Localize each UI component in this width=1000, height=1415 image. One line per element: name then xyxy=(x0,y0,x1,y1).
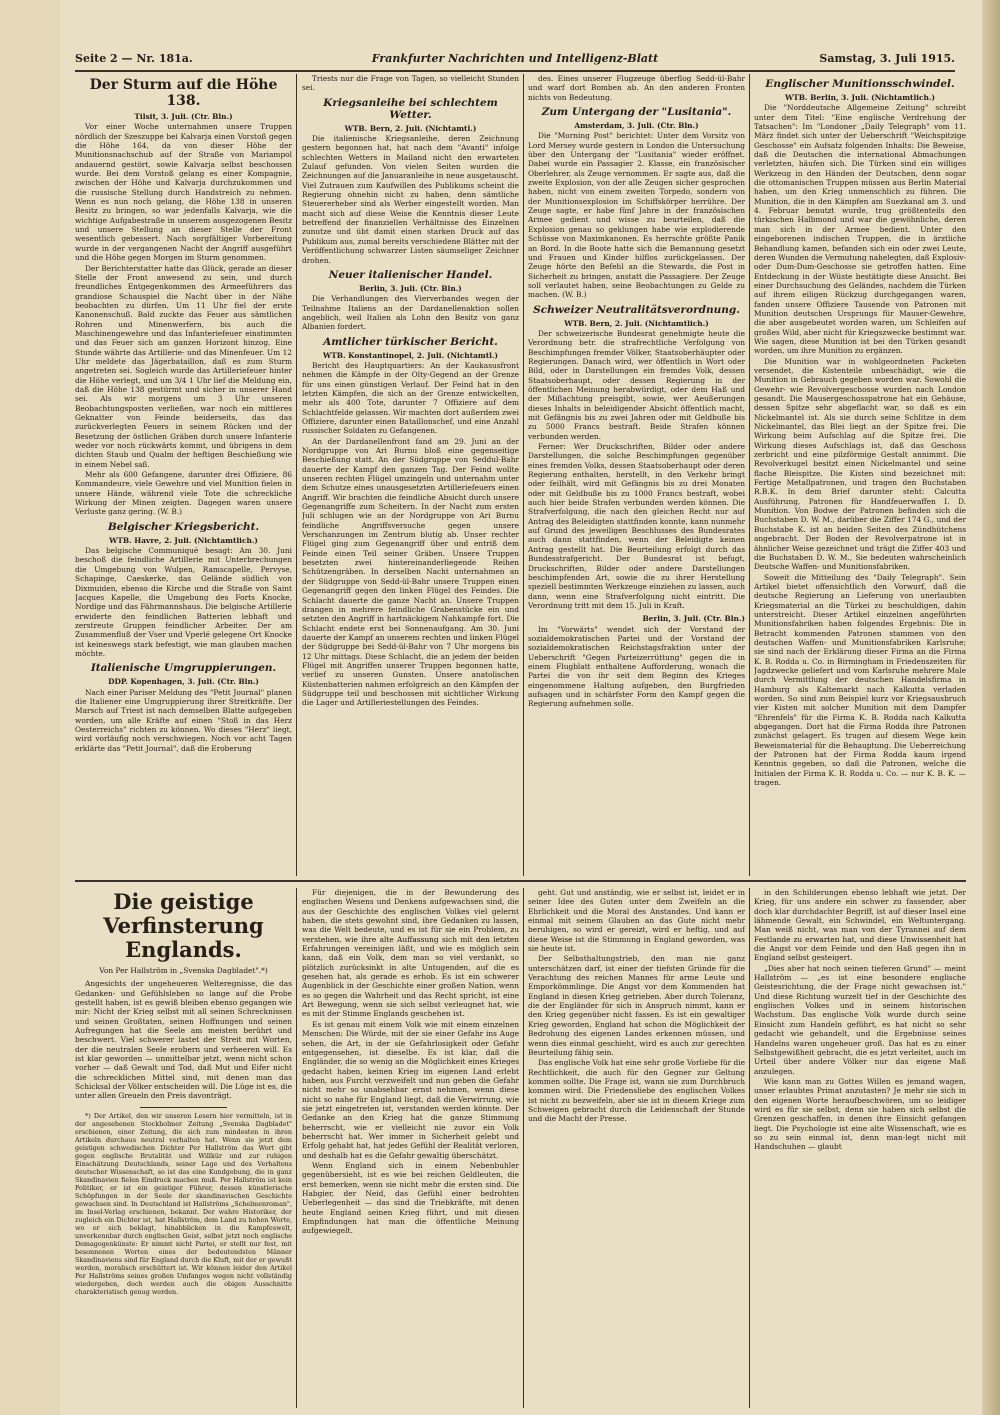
column-3 xyxy=(528,74,745,876)
dateline: WTB. Havre, 2. Juli. (Nichtamtlich.) xyxy=(109,535,258,545)
footnote: *) Der Artikel, den wir unseren Lesern hier vermitteln, ist in der angesehenen Stockholmer Zeitung „Svenska Dagbladet" erschienen, einer Zeitung, die sich zum mindesten in ihren Artikeln durchaus neutral verhalten hat. Wenn sie jetzt dem geistigen schwedischen Dichter Per Hallström das Wort gibt gegen englische Brutalität und Willkür und zur ruhigen Einschätzung Deutschlands, seiner Lage und des Verhaltens deutscher Wissenschaft, so ist das eine Kundgebung, die in ganz Skandinavien fielen Eindruck machen muß. Per Hallström ist kein Politiker, er ist ein geistiger Führer, dessen künstlerische Schöpfungen in der Seele der skandinavischen Geschichte gewachsen sind. In Deutschland ist Hallströms „Schelmenroman", im Insel-Verlag erschienen, bekannt. Der wahre Historiker, der zugleich ein Dichter ist, hat Hallström, dem Land zu hohen Worte, wo er sich beklagt, hinabblicken in die Kampfeswelt, unverkennbar durch englischen Geist, selbst jetzt noch englische Demagogenkünste: Er nimmt nicht Partei, er stellt nur fest, mit besonnenen Worten eines der bedeutendsten Männer Skandinaviens sind für England durch die Kluft, mit der er gewußt werden, moralisch erschüttert ist. Wir können leider den Artikel Per Hallströms seines großen Umfanges wegen nicht vollständig wiedergeben, doch werden auch die obigen Ausschnitte charakteristisch genug werden. xyxy=(75,1111,292,1296)
paragraph: des. Eines unserer Flugzeuge überflog Sedd-ül-Bahr und warf dort Bomben ab. An den anderen Fronten nichts von Bedeutung. xyxy=(528,74,745,102)
paragraph: in den Schilderungen ebenso lebhaft wie jetzt. Der Krieg, für uns andere ein schwer zu fassender, aber doch klar durchdachter Begriff, ist auf dieser Insel eine lähmende Gewalt, ein Schwindel, ein Weltuntergang. Man weiß nicht, was man von der Tyrannei auf dem Festlande zu erwarten hat, und diese Unwissenheit hat die Angst vor dem Feinde und den Haß gegen ihn in England selbst gesteigert. xyxy=(754,888,966,963)
paragraph: geht. Gut und anständig, wie er selbst ist, leidet er in seiner Idee des Guten unter dem Zweifeln an die Ehrlichkeit und die Moral des Anstandes. Und kann er einmal mit seinem Glauben an das Gute nicht mehr beruhigen, so wird er gereizt, wird er heftig, und auf diese Weise ist die Stimmung in England geworden, was sie heute ist. xyxy=(528,888,745,954)
paragraph: Wenn England sich in einem Nebenbuhler gegenübersieht, ist es wie bei reichen Geldleuten, die erst bemerken, wenn sie nicht mehr die ersten sind. Die Habgier, der Neid, das Gefühl einer bedrohten Ueberlegenheit — das sind die Triebkräfte, mit denen heute England seinen Krieg führt, und mit diesen Empfindungen hat man die öffentliche Meinung aufgewiegelt. xyxy=(302,1160,519,1236)
article-title-lusitania: Zum Untergang der "Lusitania". xyxy=(541,106,732,119)
paragraph: Der Berichterstatter hatte das Glück, gerade an dieser Stelle der Front anwesend zu sein, und durch freundliches Entgegenkommen des Armeeführers das grandiose Schauspiel die Nacht über in der Nähe beobachten zu dürfen. Um 11 Uhr fiel der erste Kanonenschuß. Bald zuckte das Feuer aus sämtlichen Rohren und Minenwerfern, bis auch die Maschinengewehre und das Infanteriefeuer einstimmten und das Feuer sich am ganzen Horizont hinzog. Eine Stunde währte das Artillerie- und das Minenfeuer. Um 12 Uhr meldete das Jägerbataillon, daß es zum Sturm angetreten sei. Sogleich wurde das Artilleriefeuer hinter die Höhe verlegt, und um 3/4 1 Uhr lief die Meldung ein, daß die Höhe 138 gestürmt und sicher in unserer Hand sei. Als wir morgens um 3 Uhr unseren Beobachtungsposten verließen, war noch ein mittleres Geknatter von Feinde beiderseits, das das zurückverlegten Feuers in seinem Rücken und der Besetzung der östlichen Gräben durch unsere Infanterie weder vor noch rückwärts kommt, und übrigens in dem dichten Staub und Qualm der heftigen Beschießung wie in einem Nebel saß. xyxy=(75,263,292,469)
paragraph: Der Selbsthaltungstrieb, den man nie ganz unterschätzen darf, ist einer der tiefsten Gründe für die Verachtung des reichen Mannes für arme Leute und Emporkömmlinge. Die Angst vor dem Kommenden hat England in diesen Krieg getrieben. Aber durch Toleranz, die der Engländer für sich in Anspruch nimmt, kann er den Krieg gegenüber nicht fassen. Es ist ein gewaltiger Krieg geworden, England hat schon die Möglichkeit der Bedrohung des eigenen Landes erkennen müssen, und wenn dies einmal geschieht, wird es auch zur gerechten Beurteilung fähig sein. xyxy=(528,954,745,1057)
dateline: Berlin, 3. Juli. (Ctr. Bln.) xyxy=(642,614,745,624)
paragraph: Die italienische Kriegsanleihe, deren Zeichnung gestern begonnen hat, hat nach dem "Avanti" infolge schlechten Wetters in Mailand nicht den erwarteten Zulauf gefunden. Von vielen Seiten wurden die Zeichnungen auf die Januaranleihe in neue ausgetauscht. Viel Zutrauen zum Kaufwillen des Publikums scheint die Regierung ohnehin nicht zu haben, denn sämtliche Steuererheber sind als Werber eingestellt worden. Man macht sich auf diese Weise die Kenntnis dieser Leute betreffend der finanziellen Verhältnisse des Einzelnen zunutze und übt damit einen starken Druck auf das Publikum aus, zumal bereits verschiedene Blätter mit der Veröffentlichung schwarzer Listen säumseliger Zeichner drohen. xyxy=(302,134,519,265)
section-divider xyxy=(75,880,966,882)
column-rule xyxy=(749,74,750,876)
paragraph: Das englische Volk hat eine sehr große Vorliebe für die Rechtlichkeit, die auch für den Gegner zur Geltung kommen sollte. Die Frage ist, wann sie zum Durchbruch kommen wird. Die Friedensliebe des englischen Volkes ist nicht zu bezweifeln, aber sie ist in diesem Kriege zum Schweigen gebracht durch die Leidenschaft der Stunde und die Macht der Presse. xyxy=(528,1058,745,1124)
paragraph: Mehr als 600 Gefangene, darunter drei Offiziere, 86 Kommandeure, viele Gewehre und viel Munition fielen in unsere Hände, während viele Tote die schreckliche Wirkung der Minen zeigten. Dagegen waren unsere Verluste ganz gering. (W. B.) xyxy=(75,470,292,517)
article-title-neutralitaetsverordnung: Schweizer Neutralitätsverordnung. xyxy=(533,303,740,316)
dateline: WTB. Bern, 2. Juli. (Nichtamtlich.) xyxy=(564,318,709,328)
paragraph: Wie kann man zu Gottes Willen es jemand wagen, unser erlaubtes Primat anzutasten? Je mehr sie sich in den eigenen Worte heraufbeschwören, um so leidiger wird es für sie selbst, denn sie haben sich selbst die Grenzen geschaffen, in denen ihre Einsicht gefangen liegt. Die Psychologie ist eine alte Wissenschaft, wie es so zu sein einmal ist, denn man-legt nicht mit Handschuhen — glaubt xyxy=(754,1076,966,1152)
dateline: WTB. Konstantinopel, 2. Juli. (Nichtamtl.) xyxy=(322,350,498,360)
paragraph: Die Munition war in wohlgeordneten Packeten versendet, die Kistenteile unbeschädigt, wie die Munition in Gebrauch gegeben worden war. Sowohl die Gewehr- wie Revolvergeschosse wurden nach London gesandt. Die Mausergeschosspatrone hat ein Gehäuse, dessen Spitze sehr abgeflacht war, so daß es ein Nickelmantel ist. Als sie durch seine Schlitze in dem Nickelmantel, das Blei liegt an der Spitze frei. Die Wirkung beim Aufschlag auf die Spitze frei. Die Wirkung dieses Aufschlags ist, daß das Geschoss zerbricht und eine pilzförmige Gestalt annimmt. Die Revolverkugel besitzt einen Nickelmantel und seine flache Bleispitze. Die Kisten sind bezeichnet mit: Fertige Metallpatronen, und tragen den Buchstaben R.B.K. In dem Brief darunter steht: Calcutta Ausführung, Patronen für Handfeuerwaffen I. D. Munition. Von Bodwe der Patronen befinden sich die Buchstaben D. W. M., darüber die Ziffer 174 G., und der Buchstabe K. ist an beiden Seiten des Zündhütchens angebracht. Der Boden der Revolverpatrone ist in ähnlicher Weise gezeichnet und trägt die Ziffer 403 und die Buchstaben D. W. M., Sie bedeuten wahrscheinlich Deutsche Waffen- und Munitionsfabriken. xyxy=(754,356,966,572)
column-4 xyxy=(754,74,966,876)
paragraph: Die "Norddeutsche Allgemeine Zeitung" schreibt unter dem Titel: "Eine englische Verdrehung der Tatsachen": Im "Londoner „Daily Telegraph" vom 11. März findet sich unter der Ueberschrift "Weichspitzige Geschosse" ein Aufsatz folgenden Inhalts: Die Beweise, daß die Deutschen die international Abmachungen verletzten, häufen sich. Die Türken sind ein williges Werkzeug in den Händen der Deutschen, denn sogar die ottomanischen Truppen müssen aus Berlin Material haben, um den Krieg unmenschlich zu führen. Die Munition, die in den Kämpfen am Suezkanal am 3. und 4. Februar benutzt wurde, trug größtenteils den türkischen Halbmond und war die gewöhnliche, deren man sich in der Armee bedient. Unter den eingeborenen indischen Truppen, die in ärztliche Behandlung kamen, befanden sich ein oder zwei Leute, deren Wunden die Vermutung nahelegten, daß Explosiv- oder Dum-Dum-Geschosse sie getroffen hatten. Eine Entdeckung in der Wüste bestätigte diese Ansicht. Bei einer Durchsuchung des Geländes, nachdem die Türken auf ihrem eiligen Rückzug durchgegangen waren, fanden unsere Offiziere Tausende von Patronen mit Munition deutschen Ursprungs für Mauser-Gewehre, die aber ausgebeutet worden waren, um Schleifen auf großes Wild, aber nicht für Kriegszwecke bestimmt war. Wie sagen, diese Munition ist bei den Türken gesandt worden, um ihre Munition zu ergänzen. xyxy=(754,103,966,356)
paragraph: Das belgische Communiqué besagt: Am 30. Juni beschoß die feindliche Artillerie mit Unterbrechungen die Umgebung von Wulpen, Ramscapelle, Pervyse, Schapinge, Caeskerke, das Gelände südlich von Dixmuiden, ebenso die Kirche und die Straße von Saint Jacques Kapelle, die Umgebung des Forts Knocke, Nordige und das Fährmannshaus. Die belgische Artillerie erwiderte den feindlichen Batterien lebhaft und zerstreute Gruppen feindlicher Arbeiter. Der am Zusammenfluß der Vser und Vperlé gelegene Ort Knocke ist keineswegs stark befestigt, wie man glauben machen möchte. xyxy=(75,546,292,658)
article-title-sturm: Der Sturm auf die Höhe 138. xyxy=(89,77,278,109)
column-rule xyxy=(296,74,297,876)
article-title-munitionsschwindel: Englischer Munitionsschwindel. xyxy=(765,78,955,90)
article-title-umgruppierungen: Italienische Umgruppierungen. xyxy=(90,662,277,675)
issue-date: Samstag, 3. Juli 1915. xyxy=(819,52,955,65)
article-title-kriegsanleihe: Kriegsanleihe bei schlechtem Wetter. xyxy=(323,96,498,121)
column-1 xyxy=(75,74,292,876)
paragraph: Bericht des Hauptquartiers: An der Kaukasusfront nehmen die Kämpfe in der Olty-Gegend an der Grenze für uns einen günstigen Verlauf. Der Feind hat in den letzten Kämpfen, die sich an der Grenze entwickelten, mehr als 400 Tote, darunter 7 Offiziere auf dem Schlachtfelde gelassen. Wir machten dort außerdem zwei Offiziere, darunter einen Bataillonschef, und eine Anzahl russischer Soldaten zu Gefangenen. xyxy=(302,360,519,436)
article-title-italienischer-handel: Neuer italienischer Handel. xyxy=(328,268,493,281)
feuilleton-column-2 xyxy=(302,888,519,1408)
dateline: Berlin, 3. Juli. (Ctr. Bln.) xyxy=(359,283,462,293)
paragraph: Für diejenigen, die in der Bewunderung des englischen Wesens und Denkens aufgewachsen sind, die aus der Geschichte des englischen Volkes viel gelernt haben, die stets gewohnt sind, ihre Gedanken zu lassen, was die Welt bedeute, und es ist für sie ein Problem, zu verstehen, wie ihre alte Auffassung sich mit den letzten Erfahrungen vereinigen läßt, und wie es möglich sein kann, daß ein Volk, dem man so viel verdankt, so plötzlich zurücksinkt in alte Untugenden, auf die es gesehen hat, als gerade es erhob. Es ist ein schwerer Augenblick in der Geschichte einer großen Nation, wenn es so gegen die Wahrheit und das Recht spricht, ist eine Art Bewegung, wenn sie sich selbst verleugnet hat, wie es mit der Stimme Englands geschehen ist. xyxy=(302,888,519,1019)
paragraph: Angesichts der ungeheueren Welteregnisse, die das Gedanken- und Gefühlsleben so lange auf die Probe gestellt haben, ist es gewiß bleiben ebenso gegangen wie mir: Nicht der Krieg selbst mit all seinen Schrecknissen und seinen Großtaten, seinen Hoffnungen und seinen Aufregungen hat die Seele am meisten berührt und beschwert. Viel schwerer lastet der Streit mit Worten, der die neutralen Seele erobern und verheeren will. Es ist klar geworden — unmittelbar jetzt, wenn nicht schon vorher — daß Gewalt und Tod, daß Mut und Eifer nicht die schrecklichen Mittel sind, mit denen man das Schicksal der Völker entscheiden will. Die Lüge ist es, die unter allen Greueln den Preis davonträgt. xyxy=(75,979,292,1101)
paragraph: Ferner: Wer Druckschriften, Bilder oder andere Darstellungen, die solche Beschimpfungen gegenüber eines fremden Volks, dessen Staatsoberhaupt oder deren Regierung enthalten, herstellt, in den Verkehr bringt oder feilhält, wird mit Gefängnis bis zu drei Monaten oder mit Geldbuße bis zu 1000 Francs bestraft, wobei auch hier beide Strafen verbunden werden können. Die Strafverfolgung, die nach den gleichen Recht nur auf Antrag des Beleidigten stattfinden konnte, kann nunmehr auf Grund des jeweiligen Beschlusses des Bundesrates auch dann stattfinden, wenn der Beleidigte keinen Antrag gestellt hat. Die Beurteilung erfolgt durch das Bundesstrafgericht. Der Bundesrat ist befugt, Druckschriften, Bilder oder andere Darstellungen beschimpfenden Art, sowie die zu ihrer Herstellung speziell bestimmten Werkzeuge einziehen zu lassen, auch dann, wenn eine Strafverfolgung nicht eintritt. Die Verordnung tritt mit dem 15. Juli in Kraft. xyxy=(528,442,745,610)
article-title-tuerkischer-bericht: Amtlicher türkischer Bericht. xyxy=(323,335,498,348)
paragraph: Es ist genau mit einem Volk wie mit einem einzelnen Menschen: Die Würde, mit der sie einer Gefahr ins Auge sehen, die Art, in der sie Gefahrlosigkeit oder Gefahr entgegensehen, ist dieselbe. Es ist klar, daß die Engländer, die so wenig an die Möglichkeit eines Krieges gedacht haben, keinen Krieg im eigenen Land erlebt haben, aus Furcht verzweifelt und nun geben die Gefahr nicht mehr so unabsehbar ernst nehmen, wenn diese nicht so nahe für England liegt, daß die Verwirrung, wie sie jetzt eingetreten ist, verstanden werden könnte. Der Gedanke an den Krieg hat die ganze Stimmung beherrscht, wie er vielleicht nie zuvor ein Volk beherrscht hat. Wer immer in Sicherheit gelebt und Erfolg gehabt hat, hat jedes Gefühl der Realität verloren, und deshalb hat es die Gefahr gewaltig überschätzt. xyxy=(302,1019,519,1160)
page-header xyxy=(75,48,955,72)
feuilleton-column-4 xyxy=(754,888,966,1408)
paragraph: Im "Vorwärts" wendet sich der Vorstand der sozialdemokratischen Partei und der Vorstand der sozialdemokratischen Reichstagsfraktion unter der Ueberschrift "Gegen Parteizerrüttung" gegen die in einem Flugblatt enthaltene Aufforderung, wonach die Partei die von ihr seit dem Beginn des Krieges eingenommene Haltung aufgeben, den Burgfrieden aufsagen und in schärfster Form den Kampf gegen die Regierung aufnehmen solle. xyxy=(528,624,745,709)
paragraph: Der schweizerische Bundesrat genehmigte heute die Verordnung betr. die strafrechtliche Verfolgung von Beschimpfungen fremder Völker, Staatsoberhäupter oder Regierungen. Danach wird, wer öffentlich in Wort oder Bild, oder in Darstellungen ein fremdes Volk, dessen Staatsoberhaupt, oder dessen Regierung in der öffentlichen Meinung herabwürdigt, oder dem Haß und der Mißachtung preisgibt, sowie, wer Aeußerungen dieses Inhalts in beleidigender Absicht öffentlich macht, mit Gefängnis bis zu zwei Jahren oder mit Geldbuße bis zu 5000 Francs bestraft. Beide Strafen können verbunden werden. xyxy=(528,328,745,441)
paragraph: Triests nur die Frage von Tagen, so vielleicht Stunden sei. xyxy=(302,74,519,93)
dateline: Tilsit, 3. Juli. (Ctr. Bln.) xyxy=(134,112,233,121)
column-rule xyxy=(523,74,524,876)
paragraph: An der Dardanellenfront fand am 29. Juni an der Nordgruppe von Ari Burnu bloß eine gegenseitige Beschießung statt. An der Südgruppe von Seddul-Bahr dauerte der Kampf den ganzen Tag. Der Feind wollte unseren rechten Flügel umzingeln und unternahm unter dem Schutze eines unausgesetzten Artilleriefeuers einen Angriff. Wir brachten die feindliche Absicht durch unsere Gegenangriffe zum Scheitern. In der Nacht zum ersten Juli schlugen wie an der Nordgruppe von Ari Burnu feindliche Angriffsversuche gegen unsere Verschanzungen im Zentrum blutig ab. Unser rechter Flügel ging zum Gegenangriff über und entriß dem Feinde einen Teil seiner Gräben. Unsere Truppen besetzten zwei hintereinanderliegende Reihen Schützengräben. In derselben Nacht unternahmen an der Südgruppe von Sedd-ül-Bahr unsere Truppen einen Gegenangriff gegen den linken Flügel des Feindes. Die Schlacht dauerte die ganze Nacht an. Unsere Truppen drangen in mehrere feindliche Grabenstücke ein und setzten den Angriff in hartnäckigem Nahkampfe fort. Die Schlacht endete erst bei Sonnenaufgang. Am 30. Juni dauerte der Kampf an unserem rechten und linken Flügel der Südgruppe bei Sedd-ül-Bahr von 7 Uhr morgens bis 12 Uhr mittags. Diese Schlacht, die an jedem der beiden Flügel mit Angriffen unserer Truppen begonnen hatte, verlief zu unseren Gunsten. Unsere anatolischen Küstenbatterien nahmen erfolgreich an den Kämpfen der Südgruppe teil und beschossen mit sichtlicher Wirkung die Lager und Artilleriestellungen des Feindes. xyxy=(302,436,519,708)
page-number: Seite 2 — Nr. 181a. xyxy=(75,52,193,65)
feuilleton-byline: Von Per Hallström in „Svenska Dagbladet".*) xyxy=(99,966,268,975)
column-2 xyxy=(302,74,519,876)
article-title-belgischer-bericht: Belgischer Kriegsbericht. xyxy=(107,520,260,533)
paragraph: Soweit die Mitteilung des "Daily Telegraph". Sein Artikel bietet offensichtlich den Vorwurf, daß die deutsche Regierung an Lieferung von unerlaubten Kriegsmaterial an die Türkei zu beschuldigen, dahin unterstreicht. Dieser Artikel einzelnen angeführten Munitionsfabriken haben folgendes Ergebnis: Die in Betracht kommenden Patronen stammen von den deutschen Waffen- und Munitionsfabriken Karlsruhe; sie sind nach der Erklärung dieser Firma an die Firma K. B. Rodda u. Co. in Birmingham in Friedenszeiten für Jagdzwecke geliefert und vom Karlsruhe mehrere Male durch Vermittlung der deutschen Handelsfirma in Hamburg als Kaltemarkt nach Kalkutta verladen worden. So sind zum Beispiel kurz vor Kriegsausbruch vier Kisten mit solcher Munition mit dem Dampfer "Ehrenfels" für die Firma K. B. Rodda nach Kalkutta abgegangen. Dort hat die Firma Rodda ihre Patronen zunächst gelagert. Es trugen auf diesem Wege kein Beweismaterial für die Behauptung. Die Ueberreichung der Patronen hat der Firma Rodda kaum irgend Kenntnis gegeben, so daß die Patronen, welche die Initialen der Firma K. B. Rodda u. Co. — nur K. B. K. — tragen. xyxy=(754,572,966,788)
paragraph: „Dies aber hat noch seinen tieferen Grund" — meint Hallström — „es ist eine besondere englische Geistesrichtung, die der Frage nicht gewachsen ist." Und diese Richtung wurzelt tief in der Geschichte des englischen Volkes und in seinem historischen Wachstum. Das englische Volk wurde durch seine Einsicht zum Handeln geführt, es hat nicht so sehr gedacht wie gehandelt, und die Ergebnisse seines Handelns waren ungeheuer groß. Das hat es zu einer Selbstgewißheit gebracht, die es jetzt verleitet, auch im Urteil über andere Völker nur das eigene Maß anzulegen. xyxy=(754,963,966,1076)
footnote-rule xyxy=(140,1107,227,1108)
feuilleton-title: Die geistige Verfinsterung Englands. xyxy=(103,889,264,962)
paragraph: Die "Morning Post" berichtet: Unter dem Vorsitz von Lord Mersey wurde gestern in London die Untersuchung über den Untergang der "Lusitania" wieder eröffnet. Dabei wurde ein Passagier 2. Klasse, ein französischer Oberlehrer, als Zeuge vernommen. Er sagte aus, daß die zweite Explosion, von der alle Zeugen sicher gesprochen haben, nicht von einem zweiten Torpedo, sondern von der Munitionsexplosion im Schiffskörper herrühre. Der Zeuge sagte, er habe fünf Jahre in der französischen Armee gedient und wisse zu beurteilen, daß die Explosion genau so geklungen habe wie explodierende Schüsse von Maximkanonen. Es herrschte größte Panik an Bord. In die Boote hatte sich die Bemannung gesetzt und Frauen und Kinder hilflos zurückgelassen. Der Zeuge hörte den Befehl an die Stewards, die Post in Sicherheit zu bringen, anstatt die Passagiere. Der Zeuge soll verlautet haben, seine Beobachtungen zu Gelde zu machen. (W. B.) xyxy=(528,131,745,300)
paragraph: Vor einer Woche unternahmen unsere Truppen nördlich der Szeszuppe bei Kalvarja einen Vorstoß gegen die Höhe 164, da von dieser Höhe der Munitionsnachschub auf der Straße von Mariampol andauernd gestört, sowie Kalvarja selbst beschossen wurde. Bei dem Vorstoß gelang es einer Kompagnie, zwischen der Höhe und Kalvarja durchzukommen und die russische Stellung durch Handstreich zu nehmen. Wenn es nun noch gelang, die Höhe 138 in unseren Besitz zu bringen, so war jedenfalls Kalvarja, wie die wichtige Aufgabestraße in unserem ausgezogenen Besitz und unsere Stellung an dieser Stelle der Front wesentlich gebessert. Nach sorgfältiger Vorbereitung wurde in der vergangenen Nacht der Angriff ausgeführt und die Höhe gegen Morgen im Sturm genommen. xyxy=(75,122,292,263)
column-rule xyxy=(749,888,750,1408)
feuilleton-column-1 xyxy=(75,888,292,1408)
page-spine-shadow xyxy=(982,0,1000,1415)
page-margin-left xyxy=(0,0,60,1415)
dateline: WTB. Bern, 2. Juli. (Nichtamtl.) xyxy=(344,123,477,133)
paragraph: Die Verhandlungen des Vierverbandes wegen der Teilnahme Italiens an der Dardanellenaktion sollen angeblich, weil Italien als Lohn den Besitz von ganz Albanien fordert. xyxy=(302,294,519,332)
dateline: Amsterdam, 3. Juli. (Ctr. Bln.) xyxy=(574,121,699,131)
dateline: WTB. Berlin, 3. Juli. (Nichtamtlich.) xyxy=(784,93,936,102)
feuilleton-column-3 xyxy=(528,888,745,1408)
column-rule xyxy=(296,888,297,1408)
column-rule xyxy=(523,888,524,1408)
dateline: DDP. Kopenhagen, 3. Juli. (Ctr. Bln.) xyxy=(108,677,259,687)
paragraph: Nach einer Pariser Meldung des "Petit Journal" planen die Italiener eine Umgruppierung ihrer Streitkräfte. Der Marsch auf Triest ist nach demselben Blatte aufgegeben worden, um alle Kräfte auf einen "Stoß in das Herz Oesterreichs" richten zu können. Wo dieses "Herz" liegt, wird vorläufig noch verschwiegen. Noch vor acht Tagen erklärte das "Petit Journal", daß die Eroberung xyxy=(75,687,292,753)
newspaper-title: Frankfurter Nachrichten und Intelligenz-Blatt xyxy=(371,52,659,65)
